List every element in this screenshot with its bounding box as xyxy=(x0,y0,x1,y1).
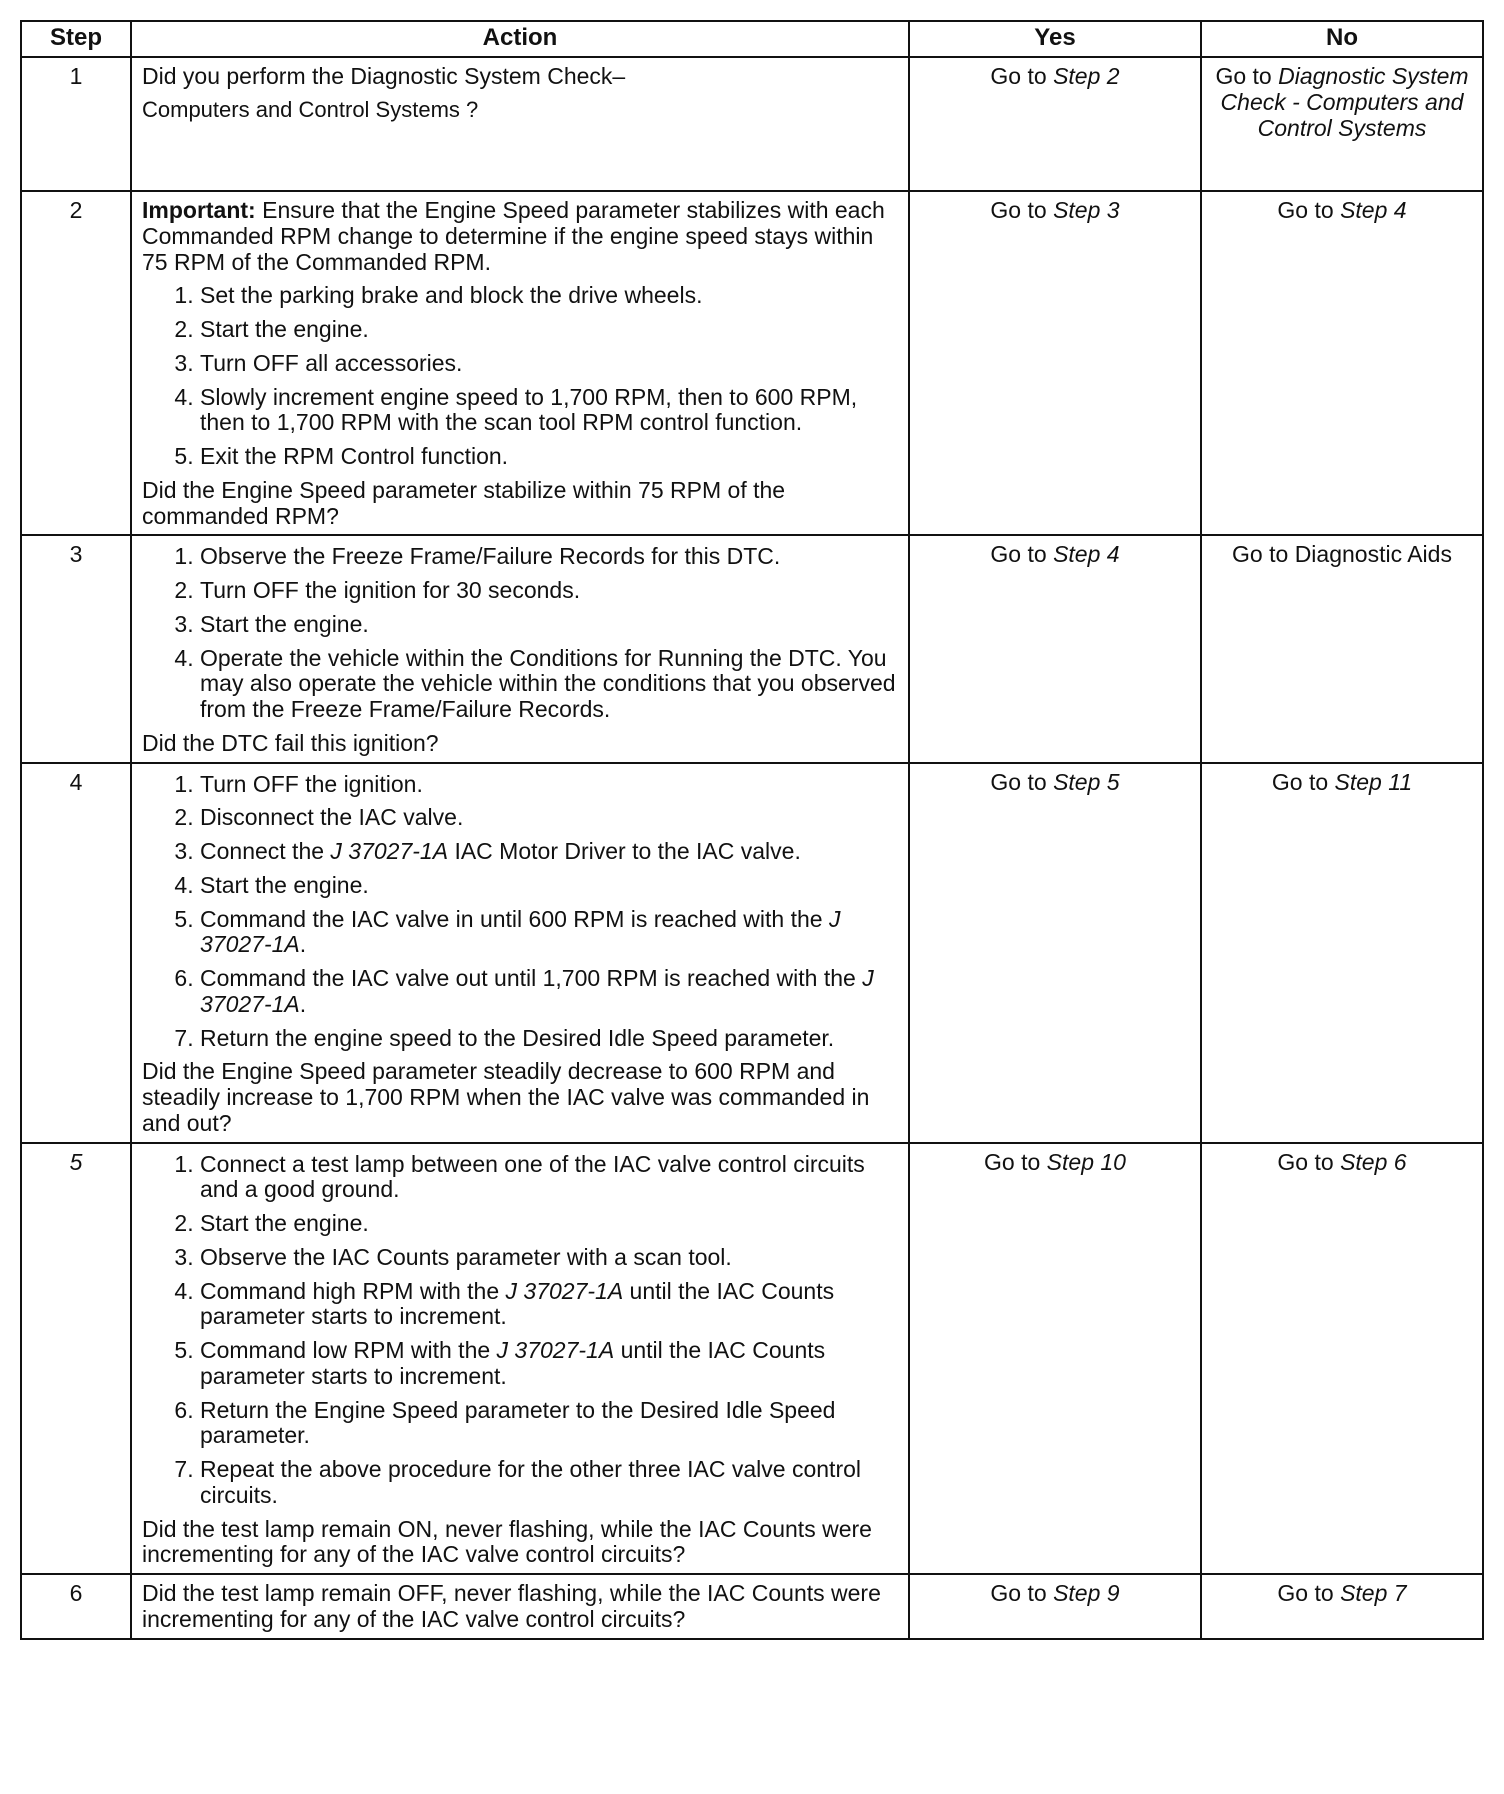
header-yes: Yes xyxy=(909,21,1201,57)
action-question: Did the Engine Speed parameter stabilize within 75 RPM of the commanded RPM? xyxy=(142,476,786,529)
yes-prefix: Go to xyxy=(984,1148,1047,1175)
list-item xyxy=(200,1279,898,1331)
item-text: until the IAC Counts parameter starts to increment. xyxy=(200,1337,826,1389)
action-question: Did the test lamp remain ON, never flashing, while the IAC Counts were incrementing for any of the IAC valve control circuits? xyxy=(142,1515,872,1568)
yes-prefix: Go to xyxy=(990,1580,1054,1606)
header-step: Step xyxy=(21,21,131,57)
action-question-ref: Computers and Control Systems ? xyxy=(142,96,479,122)
no-prefix: Go to xyxy=(1277,197,1341,223)
list-item: 2. Start the engine. xyxy=(200,1211,898,1237)
list-item: 3. Start the engine. xyxy=(200,612,898,638)
action-cell xyxy=(131,1574,909,1639)
list-item xyxy=(200,839,898,865)
list-item: 3. Observe the IAC Counts parameter with a scan tool. xyxy=(200,1245,898,1271)
important-text: Ensure that the Engine Speed parameter stabilizes with each Commanded RPM change to determine if the engine speed stays within 75 RPM of the Commanded RPM. xyxy=(142,197,885,275)
item-text: IAC Motor Driver to the IAC valve. xyxy=(448,838,801,864)
no-prefix: Go to xyxy=(1215,63,1279,89)
no-step-link[interactable]: Step 6 xyxy=(1340,1148,1407,1175)
yes-cell xyxy=(909,1143,1201,1575)
item-text: Command high RPM with the xyxy=(200,1277,506,1304)
item-text: . xyxy=(299,931,307,958)
procedure-list xyxy=(142,283,898,470)
no-cell xyxy=(1201,57,1483,191)
no-prefix: Go to xyxy=(1271,768,1335,795)
yes-cell xyxy=(909,191,1201,535)
item-text: . xyxy=(299,990,307,1017)
table-row xyxy=(21,763,1483,1143)
table-row xyxy=(21,191,1483,535)
no-step-link[interactable]: Step 11 xyxy=(1334,768,1413,795)
list-item: 4. Slowly increment engine speed to 1,700 RPM, then to 600 RPM, then to 1,700 RPM with the scan tool RPM control function. xyxy=(200,385,898,437)
no-reference-link[interactable]: Go to Diagnostic Aids xyxy=(1232,541,1452,568)
table-header-row xyxy=(21,21,1483,57)
item-text: until the IAC Counts parameter starts to increment. xyxy=(200,1277,835,1330)
list-item: 3. Turn OFF all accessories. xyxy=(200,351,898,377)
procedure-list xyxy=(142,1152,898,1509)
yes-prefix: Go to xyxy=(990,63,1054,89)
table-row xyxy=(21,57,1483,191)
yes-prefix: Go to xyxy=(990,768,1054,795)
yes-step-link[interactable]: Step 2 xyxy=(1053,63,1120,89)
yes-step-link[interactable]: Step 10 xyxy=(1046,1148,1126,1175)
no-step-link[interactable]: Step 4 xyxy=(1340,197,1407,223)
action-cell xyxy=(131,1143,909,1575)
list-item: 2. Turn OFF the ignition for 30 seconds. xyxy=(200,578,898,604)
tool-reference: J 37027-1A xyxy=(496,1337,615,1363)
tool-reference: J 37027-1A xyxy=(330,838,449,864)
list-item: 1. Connect a test lamp between one of the IAC valve control circuits and a good ground. xyxy=(200,1152,898,1204)
procedure-list xyxy=(142,772,898,1052)
item-text: Command the IAC valve in until 600 RPM is reached with the xyxy=(200,905,829,932)
list-item: 1. Turn OFF the ignition. xyxy=(200,772,898,798)
action-cell xyxy=(131,191,909,535)
yes-cell xyxy=(909,57,1201,191)
table-row xyxy=(21,535,1483,762)
action-cell xyxy=(131,535,909,762)
list-item: 4. Operate the vehicle within the Conditions for Running the DTC. You may also operate the vehicle within the conditions that you observed from the Freeze Frame/Failure Records. xyxy=(200,646,898,723)
no-cell xyxy=(1201,191,1483,535)
header-no: No xyxy=(1201,21,1483,57)
list-item: 1. Observe the Freeze Frame/Failure Records for this DTC. xyxy=(200,544,898,570)
item-text: Command the IAC valve out until 1,700 RPM is reached with the xyxy=(200,965,863,991)
yes-step-link[interactable]: Step 4 xyxy=(1053,541,1120,568)
yes-prefix: Go to xyxy=(990,541,1054,568)
no-prefix: Go to xyxy=(1277,1148,1341,1175)
important-label: Important: xyxy=(142,197,256,223)
tool-reference: J 37027-1A xyxy=(200,965,874,1017)
tool-reference: J 37027-1A xyxy=(505,1277,624,1304)
action-cell xyxy=(131,763,909,1143)
list-item: 7. Repeat the above procedure for the other three IAC valve control circuits. xyxy=(200,1457,898,1509)
list-item: 4. Start the engine. xyxy=(200,873,898,899)
yes-cell xyxy=(909,1574,1201,1639)
no-reference-link[interactable]: Diagnostic System Check - Computers and Control Systems xyxy=(1220,63,1469,141)
header-action: Action xyxy=(131,21,909,57)
yes-cell xyxy=(909,535,1201,762)
table-row xyxy=(21,1574,1483,1639)
yes-prefix: Go to xyxy=(990,197,1054,223)
list-item: 6. Return the Engine Speed parameter to the Desired Idle Speed parameter. xyxy=(200,1398,898,1450)
table-row xyxy=(21,1143,1483,1575)
no-cell xyxy=(1201,763,1483,1143)
no-cell xyxy=(1201,1143,1483,1575)
list-item: 5. Exit the RPM Control function. xyxy=(200,444,898,470)
no-cell xyxy=(1201,1574,1483,1639)
yes-step-link[interactable]: Step 9 xyxy=(1053,1580,1120,1606)
step-number: 6 xyxy=(21,1574,131,1639)
list-item xyxy=(200,907,898,959)
tool-reference: J 37027-1A xyxy=(200,905,841,958)
action-cell xyxy=(131,57,909,191)
action-question: Did the DTC fail this ignition? xyxy=(142,729,439,756)
action-question: Did you perform the Diagnostic System Check– xyxy=(142,63,626,89)
step-number: 2 xyxy=(21,191,131,535)
list-item xyxy=(200,966,898,1018)
step-number: 3 xyxy=(21,535,131,762)
no-step-link[interactable]: Step 7 xyxy=(1340,1580,1407,1606)
item-text: Connect the xyxy=(200,838,331,864)
procedure-list xyxy=(142,544,898,723)
list-item xyxy=(200,1338,898,1390)
action-question: Did the Engine Speed parameter steadily decrease to 600 RPM and steadily increase to 1,700 RPM when the IAC valve was commanded in and out? xyxy=(142,1058,870,1136)
step-number: 5 xyxy=(21,1143,131,1575)
yes-cell xyxy=(909,763,1201,1143)
diagnostic-table xyxy=(20,20,1484,1640)
list-item: 2. Disconnect the IAC valve. xyxy=(200,805,898,831)
list-item: 1. Set the parking brake and block the drive wheels. xyxy=(200,283,898,309)
list-item: 2. Start the engine. xyxy=(200,317,898,343)
no-prefix: Go to xyxy=(1277,1580,1341,1606)
item-text: Command low RPM with the xyxy=(200,1337,497,1363)
yes-step-link[interactable]: Step 3 xyxy=(1053,197,1120,223)
list-item: 7. Return the engine speed to the Desired Idle Speed parameter. xyxy=(200,1026,898,1052)
action-question: Did the test lamp remain OFF, never flashing, while the IAC Counts were incrementing for any of the IAC valve control circuits? xyxy=(142,1580,881,1632)
step-number: 4 xyxy=(21,763,131,1143)
important-note xyxy=(142,198,898,275)
step-number: 1 xyxy=(21,57,131,191)
yes-step-link[interactable]: Step 5 xyxy=(1053,768,1120,795)
no-cell xyxy=(1201,535,1483,762)
